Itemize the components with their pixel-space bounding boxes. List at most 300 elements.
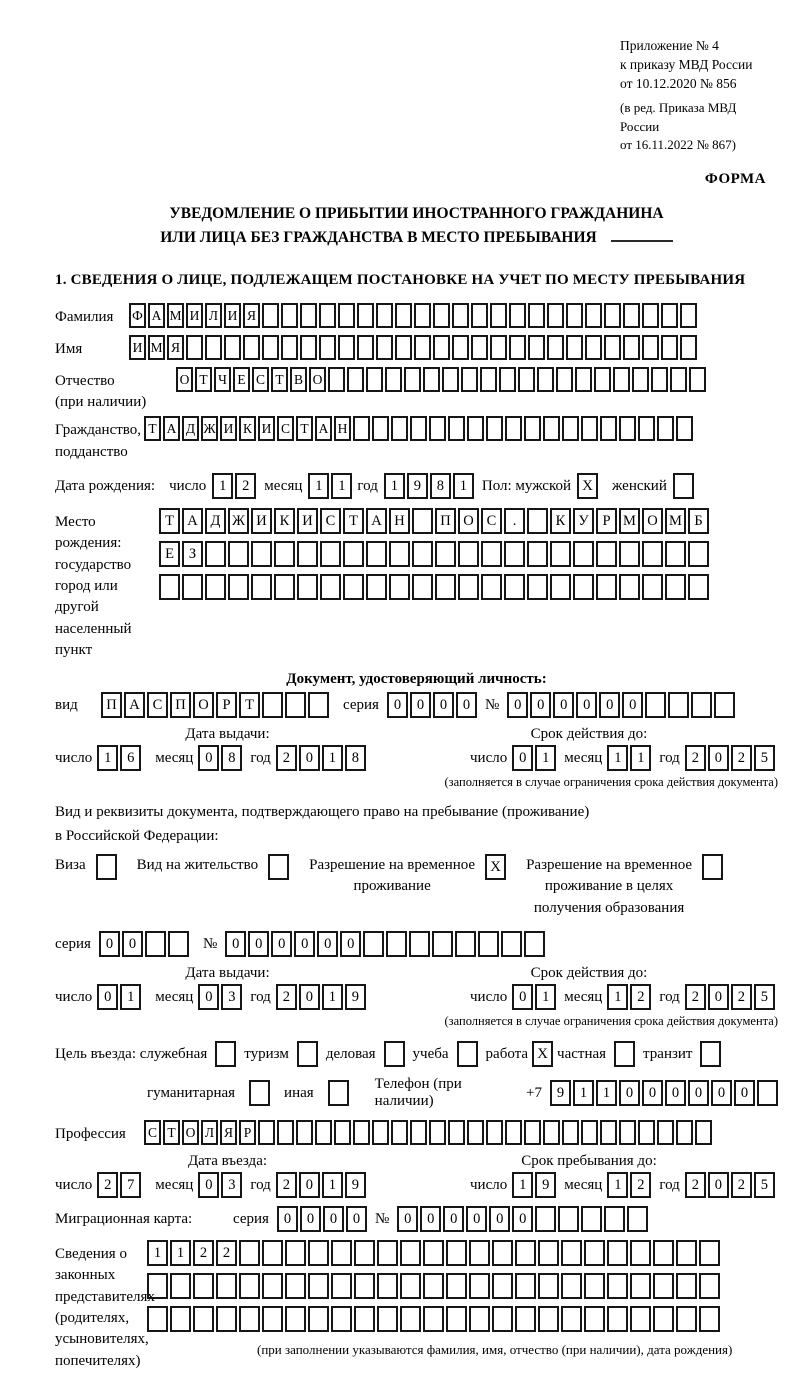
char-cell[interactable] xyxy=(433,303,450,328)
char-cell[interactable] xyxy=(680,335,697,360)
char-cell[interactable] xyxy=(661,335,678,360)
char-cell[interactable] xyxy=(547,335,564,360)
char-cell[interactable] xyxy=(274,574,295,600)
char-cell[interactable] xyxy=(562,416,579,441)
char-cell[interactable] xyxy=(363,931,384,957)
char-cell[interactable] xyxy=(584,1240,605,1266)
char-cell[interactable] xyxy=(320,574,341,600)
char-cell[interactable] xyxy=(412,574,433,600)
char-cell[interactable]: Р xyxy=(596,508,617,534)
char-cell[interactable] xyxy=(581,1206,602,1232)
char-cell[interactable] xyxy=(566,335,583,360)
char-cell[interactable]: 0 xyxy=(387,692,408,718)
char-cell[interactable] xyxy=(331,1306,352,1332)
char-cell[interactable] xyxy=(600,416,617,441)
char-cell[interactable]: 2 xyxy=(685,1172,706,1198)
char-cell[interactable] xyxy=(145,931,166,957)
char-cell[interactable] xyxy=(604,303,621,328)
char-cell[interactable] xyxy=(515,1306,536,1332)
char-cell[interactable]: 0 xyxy=(512,745,533,771)
char-cell[interactable]: 0 xyxy=(507,692,528,718)
char-cell[interactable]: Л xyxy=(201,1120,218,1145)
char-cell[interactable]: 2 xyxy=(216,1240,237,1266)
char-cell[interactable] xyxy=(277,1120,294,1145)
char-cell[interactable] xyxy=(372,1120,389,1145)
char-cell[interactable] xyxy=(170,1273,191,1299)
char-cell[interactable]: 0 xyxy=(198,745,219,771)
char-cell[interactable] xyxy=(216,1306,237,1332)
char-cell[interactable]: З xyxy=(182,541,203,567)
char-cell[interactable] xyxy=(642,335,659,360)
char-cell[interactable] xyxy=(607,1273,628,1299)
char-cell[interactable]: 1 xyxy=(607,745,628,771)
char-cell[interactable]: 1 xyxy=(607,984,628,1010)
char-cell[interactable]: О xyxy=(642,508,663,534)
char-cell[interactable] xyxy=(308,1306,329,1332)
char-cell[interactable]: 2 xyxy=(276,1172,297,1198)
char-cell[interactable] xyxy=(285,1306,306,1332)
char-cell[interactable] xyxy=(446,1240,467,1266)
char-cell[interactable]: 5 xyxy=(754,984,775,1010)
char-cell[interactable] xyxy=(297,541,318,567)
char-cell[interactable]: 5 xyxy=(754,1172,775,1198)
char-cell[interactable] xyxy=(205,574,226,600)
char-cell[interactable]: Н xyxy=(389,508,410,534)
char-cell[interactable]: 0 xyxy=(708,745,729,771)
char-cell[interactable]: 2 xyxy=(685,745,706,771)
char-cell[interactable] xyxy=(251,541,272,567)
char-cell[interactable] xyxy=(300,303,317,328)
study-checkbox[interactable] xyxy=(457,1041,478,1067)
char-cell[interactable]: 0 xyxy=(410,692,431,718)
char-cell[interactable] xyxy=(376,303,393,328)
char-cell[interactable] xyxy=(642,574,663,600)
char-cell[interactable]: 0 xyxy=(466,1206,487,1232)
char-cell[interactable] xyxy=(584,1273,605,1299)
char-cell[interactable]: 0 xyxy=(708,984,729,1010)
char-cell[interactable] xyxy=(558,1206,579,1232)
char-cell[interactable]: К xyxy=(550,508,571,534)
char-cell[interactable] xyxy=(448,1120,465,1145)
char-cell[interactable]: Е xyxy=(233,367,250,392)
char-cell[interactable] xyxy=(670,367,687,392)
char-cell[interactable]: Р xyxy=(216,692,237,718)
char-cell[interactable]: 0 xyxy=(299,1172,320,1198)
char-cell[interactable] xyxy=(623,335,640,360)
char-cell[interactable] xyxy=(492,1240,513,1266)
char-cell[interactable] xyxy=(504,541,525,567)
char-cell[interactable]: 0 xyxy=(599,692,620,718)
char-cell[interactable] xyxy=(613,367,630,392)
char-cell[interactable]: 0 xyxy=(489,1206,510,1232)
char-cell[interactable] xyxy=(535,1206,556,1232)
char-cell[interactable] xyxy=(400,1240,421,1266)
char-cell[interactable]: 0 xyxy=(99,931,120,957)
char-cell[interactable] xyxy=(412,541,433,567)
sex-male-checkbox[interactable]: X xyxy=(577,473,598,499)
transit-checkbox[interactable] xyxy=(700,1041,721,1067)
char-cell[interactable] xyxy=(623,303,640,328)
char-cell[interactable]: 0 xyxy=(317,931,338,957)
char-cell[interactable]: 1 xyxy=(97,745,118,771)
char-cell[interactable]: 0 xyxy=(294,931,315,957)
char-cell[interactable] xyxy=(619,1120,636,1145)
char-cell[interactable]: 0 xyxy=(433,692,454,718)
char-cell[interactable] xyxy=(505,1120,522,1145)
char-cell[interactable]: 6 xyxy=(120,745,141,771)
char-cell[interactable] xyxy=(338,303,355,328)
char-cell[interactable]: И xyxy=(220,416,237,441)
char-cell[interactable] xyxy=(285,1240,306,1266)
char-cell[interactable]: 8 xyxy=(430,473,451,499)
char-cell[interactable]: 1 xyxy=(573,1080,594,1106)
char-cell[interactable] xyxy=(596,541,617,567)
char-cell[interactable] xyxy=(186,335,203,360)
char-cell[interactable]: 8 xyxy=(221,745,242,771)
char-cell[interactable]: С xyxy=(144,1120,161,1145)
char-cell[interactable] xyxy=(492,1306,513,1332)
char-cell[interactable] xyxy=(461,367,478,392)
char-cell[interactable]: У xyxy=(573,508,594,534)
char-cell[interactable]: 1 xyxy=(384,473,405,499)
other-checkbox[interactable] xyxy=(328,1080,349,1106)
char-cell[interactable] xyxy=(630,1306,651,1332)
char-cell[interactable] xyxy=(581,416,598,441)
char-cell[interactable]: 0 xyxy=(122,931,143,957)
char-cell[interactable] xyxy=(471,303,488,328)
work-checkbox[interactable]: X xyxy=(532,1041,553,1067)
char-cell[interactable]: 1 xyxy=(607,1172,628,1198)
char-cell[interactable]: Т xyxy=(144,416,161,441)
char-cell[interactable] xyxy=(661,303,678,328)
char-cell[interactable] xyxy=(594,367,611,392)
char-cell[interactable]: 0 xyxy=(708,1172,729,1198)
char-cell[interactable] xyxy=(515,1273,536,1299)
char-cell[interactable]: 1 xyxy=(322,745,343,771)
residence-permit-checkbox[interactable] xyxy=(268,854,289,880)
char-cell[interactable] xyxy=(446,1306,467,1332)
tourism-checkbox[interactable] xyxy=(297,1041,318,1067)
char-cell[interactable]: Е xyxy=(159,541,180,567)
char-cell[interactable]: 1 xyxy=(120,984,141,1010)
char-cell[interactable]: Ф xyxy=(129,303,146,328)
char-cell[interactable] xyxy=(627,1206,648,1232)
char-cell[interactable] xyxy=(478,931,499,957)
char-cell[interactable]: Т xyxy=(239,692,260,718)
char-cell[interactable]: М xyxy=(665,508,686,534)
char-cell[interactable]: 1 xyxy=(147,1240,168,1266)
char-cell[interactable] xyxy=(376,335,393,360)
char-cell[interactable] xyxy=(505,416,522,441)
char-cell[interactable]: 0 xyxy=(512,984,533,1010)
char-cell[interactable] xyxy=(688,574,709,600)
char-cell[interactable] xyxy=(432,931,453,957)
char-cell[interactable]: 0 xyxy=(198,1172,219,1198)
char-cell[interactable]: 0 xyxy=(622,692,643,718)
char-cell[interactable] xyxy=(414,303,431,328)
char-cell[interactable]: 0 xyxy=(346,1206,367,1232)
char-cell[interactable] xyxy=(527,508,548,534)
char-cell[interactable]: С xyxy=(252,367,269,392)
char-cell[interactable]: 1 xyxy=(512,1172,533,1198)
char-cell[interactable] xyxy=(538,1306,559,1332)
char-cell[interactable]: М xyxy=(619,508,640,534)
char-cell[interactable]: 3 xyxy=(221,1172,242,1198)
char-cell[interactable]: 9 xyxy=(550,1080,571,1106)
char-cell[interactable] xyxy=(354,1240,375,1266)
char-cell[interactable]: П xyxy=(435,508,456,534)
char-cell[interactable]: 1 xyxy=(331,473,352,499)
char-cell[interactable] xyxy=(689,367,706,392)
char-cell[interactable]: 0 xyxy=(299,984,320,1010)
char-cell[interactable] xyxy=(499,367,516,392)
char-cell[interactable]: 2 xyxy=(276,745,297,771)
char-cell[interactable] xyxy=(319,335,336,360)
char-cell[interactable] xyxy=(469,1306,490,1332)
char-cell[interactable] xyxy=(581,1120,598,1145)
char-cell[interactable] xyxy=(757,1080,778,1106)
char-cell[interactable] xyxy=(653,1240,674,1266)
char-cell[interactable]: 0 xyxy=(456,692,477,718)
char-cell[interactable]: А xyxy=(163,416,180,441)
char-cell[interactable]: И xyxy=(297,508,318,534)
char-cell[interactable]: Т xyxy=(271,367,288,392)
char-cell[interactable] xyxy=(343,541,364,567)
char-cell[interactable]: 0 xyxy=(277,1206,298,1232)
char-cell[interactable]: О xyxy=(182,1120,199,1145)
char-cell[interactable] xyxy=(562,1120,579,1145)
char-cell[interactable] xyxy=(400,1273,421,1299)
char-cell[interactable]: 2 xyxy=(731,745,752,771)
char-cell[interactable] xyxy=(524,931,545,957)
char-cell[interactable] xyxy=(262,1240,283,1266)
char-cell[interactable]: 0 xyxy=(271,931,292,957)
char-cell[interactable]: 0 xyxy=(97,984,118,1010)
char-cell[interactable]: Д xyxy=(182,416,199,441)
char-cell[interactable] xyxy=(319,303,336,328)
char-cell[interactable] xyxy=(147,1306,168,1332)
char-cell[interactable] xyxy=(395,335,412,360)
char-cell[interactable] xyxy=(285,692,306,718)
char-cell[interactable] xyxy=(377,1306,398,1332)
char-cell[interactable] xyxy=(528,335,545,360)
visa-checkbox[interactable] xyxy=(96,854,117,880)
char-cell[interactable]: 0 xyxy=(576,692,597,718)
char-cell[interactable]: Я xyxy=(220,1120,237,1145)
char-cell[interactable] xyxy=(480,367,497,392)
char-cell[interactable] xyxy=(455,931,476,957)
char-cell[interactable] xyxy=(556,367,573,392)
char-cell[interactable] xyxy=(699,1306,720,1332)
char-cell[interactable]: 0 xyxy=(420,1206,441,1232)
char-cell[interactable]: О xyxy=(176,367,193,392)
char-cell[interactable]: Я xyxy=(243,303,260,328)
char-cell[interactable] xyxy=(657,1120,674,1145)
char-cell[interactable] xyxy=(561,1306,582,1332)
char-cell[interactable] xyxy=(168,931,189,957)
char-cell[interactable]: И xyxy=(258,416,275,441)
char-cell[interactable]: М xyxy=(167,303,184,328)
char-cell[interactable]: 1 xyxy=(212,473,233,499)
char-cell[interactable]: 0 xyxy=(397,1206,418,1232)
char-cell[interactable] xyxy=(159,574,180,600)
char-cell[interactable]: 0 xyxy=(323,1206,344,1232)
char-cell[interactable] xyxy=(251,574,272,600)
char-cell[interactable]: 1 xyxy=(630,745,651,771)
char-cell[interactable] xyxy=(423,1306,444,1332)
char-cell[interactable] xyxy=(490,335,507,360)
char-cell[interactable]: 8 xyxy=(345,745,366,771)
char-cell[interactable] xyxy=(423,1240,444,1266)
char-cell[interactable]: К xyxy=(239,416,256,441)
char-cell[interactable] xyxy=(239,1273,260,1299)
char-cell[interactable] xyxy=(285,1273,306,1299)
char-cell[interactable] xyxy=(391,1120,408,1145)
char-cell[interactable] xyxy=(386,931,407,957)
char-cell[interactable] xyxy=(377,1273,398,1299)
char-cell[interactable]: 5 xyxy=(754,745,775,771)
char-cell[interactable] xyxy=(410,1120,427,1145)
char-cell[interactable] xyxy=(366,541,387,567)
char-cell[interactable] xyxy=(258,1120,275,1145)
char-cell[interactable] xyxy=(688,541,709,567)
char-cell[interactable]: А xyxy=(124,692,145,718)
char-cell[interactable] xyxy=(429,1120,446,1145)
char-cell[interactable] xyxy=(509,335,526,360)
char-cell[interactable]: 9 xyxy=(535,1172,556,1198)
char-cell[interactable]: 0 xyxy=(299,745,320,771)
char-cell[interactable]: 1 xyxy=(322,1172,343,1198)
char-cell[interactable]: И xyxy=(186,303,203,328)
char-cell[interactable] xyxy=(561,1273,582,1299)
char-cell[interactable] xyxy=(328,367,345,392)
char-cell[interactable] xyxy=(501,931,522,957)
char-cell[interactable] xyxy=(452,335,469,360)
char-cell[interactable]: 2 xyxy=(193,1240,214,1266)
char-cell[interactable] xyxy=(331,1240,352,1266)
char-cell[interactable]: 0 xyxy=(443,1206,464,1232)
char-cell[interactable]: 2 xyxy=(630,984,651,1010)
char-cell[interactable]: И xyxy=(224,303,241,328)
char-cell[interactable] xyxy=(366,574,387,600)
char-cell[interactable] xyxy=(699,1240,720,1266)
char-cell[interactable] xyxy=(607,1240,628,1266)
business-checkbox[interactable] xyxy=(384,1041,405,1067)
char-cell[interactable] xyxy=(528,303,545,328)
char-cell[interactable] xyxy=(400,1306,421,1332)
char-cell[interactable]: 7 xyxy=(120,1172,141,1198)
char-cell[interactable] xyxy=(315,1120,332,1145)
char-cell[interactable] xyxy=(412,508,433,534)
char-cell[interactable] xyxy=(281,303,298,328)
char-cell[interactable] xyxy=(216,1273,237,1299)
char-cell[interactable]: В xyxy=(290,367,307,392)
char-cell[interactable] xyxy=(296,1120,313,1145)
char-cell[interactable]: 1 xyxy=(535,984,556,1010)
char-cell[interactable]: Ж xyxy=(201,416,218,441)
char-cell[interactable] xyxy=(653,1273,674,1299)
char-cell[interactable] xyxy=(538,1273,559,1299)
char-cell[interactable]: К xyxy=(274,508,295,534)
char-cell[interactable]: Ж xyxy=(228,508,249,534)
char-cell[interactable] xyxy=(676,1120,693,1145)
char-cell[interactable] xyxy=(448,416,465,441)
char-cell[interactable]: И xyxy=(129,335,146,360)
char-cell[interactable] xyxy=(469,1240,490,1266)
char-cell[interactable]: А xyxy=(148,303,165,328)
char-cell[interactable] xyxy=(604,1206,625,1232)
char-cell[interactable]: С xyxy=(277,416,294,441)
char-cell[interactable]: Н xyxy=(334,416,351,441)
char-cell[interactable]: Д xyxy=(205,508,226,534)
char-cell[interactable]: . xyxy=(504,508,525,534)
char-cell[interactable] xyxy=(518,367,535,392)
char-cell[interactable] xyxy=(334,1120,351,1145)
char-cell[interactable] xyxy=(372,416,389,441)
char-cell[interactable] xyxy=(262,335,279,360)
char-cell[interactable] xyxy=(486,1120,503,1145)
char-cell[interactable] xyxy=(527,574,548,600)
char-cell[interactable] xyxy=(600,1120,617,1145)
char-cell[interactable] xyxy=(182,574,203,600)
char-cell[interactable] xyxy=(446,1273,467,1299)
char-cell[interactable] xyxy=(228,574,249,600)
char-cell[interactable] xyxy=(481,541,502,567)
char-cell[interactable] xyxy=(645,692,666,718)
char-cell[interactable] xyxy=(585,303,602,328)
char-cell[interactable]: 2 xyxy=(630,1172,651,1198)
char-cell[interactable] xyxy=(547,303,564,328)
char-cell[interactable] xyxy=(320,541,341,567)
official-checkbox[interactable] xyxy=(215,1041,236,1067)
char-cell[interactable] xyxy=(481,574,502,600)
char-cell[interactable] xyxy=(596,574,617,600)
char-cell[interactable]: 3 xyxy=(221,984,242,1010)
char-cell[interactable] xyxy=(308,1240,329,1266)
char-cell[interactable] xyxy=(262,692,283,718)
char-cell[interactable] xyxy=(467,416,484,441)
char-cell[interactable] xyxy=(389,541,410,567)
char-cell[interactable] xyxy=(573,574,594,600)
char-cell[interactable]: Т xyxy=(163,1120,180,1145)
char-cell[interactable] xyxy=(695,1120,712,1145)
char-cell[interactable] xyxy=(642,541,663,567)
char-cell[interactable] xyxy=(404,367,421,392)
char-cell[interactable] xyxy=(543,1120,560,1145)
char-cell[interactable] xyxy=(509,303,526,328)
char-cell[interactable] xyxy=(331,1273,352,1299)
char-cell[interactable] xyxy=(353,1120,370,1145)
char-cell[interactable]: 0 xyxy=(530,692,551,718)
char-cell[interactable]: 9 xyxy=(345,984,366,1010)
char-cell[interactable]: 0 xyxy=(225,931,246,957)
char-cell[interactable] xyxy=(366,367,383,392)
char-cell[interactable]: А xyxy=(182,508,203,534)
char-cell[interactable] xyxy=(391,416,408,441)
char-cell[interactable] xyxy=(423,1273,444,1299)
char-cell[interactable]: Б xyxy=(688,508,709,534)
char-cell[interactable]: С xyxy=(320,508,341,534)
char-cell[interactable]: Т xyxy=(159,508,180,534)
char-cell[interactable] xyxy=(657,416,674,441)
char-cell[interactable] xyxy=(343,574,364,600)
char-cell[interactable] xyxy=(452,303,469,328)
char-cell[interactable]: О xyxy=(458,508,479,534)
char-cell[interactable] xyxy=(550,541,571,567)
char-cell[interactable] xyxy=(676,416,693,441)
char-cell[interactable] xyxy=(147,1273,168,1299)
char-cell[interactable]: 0 xyxy=(340,931,361,957)
